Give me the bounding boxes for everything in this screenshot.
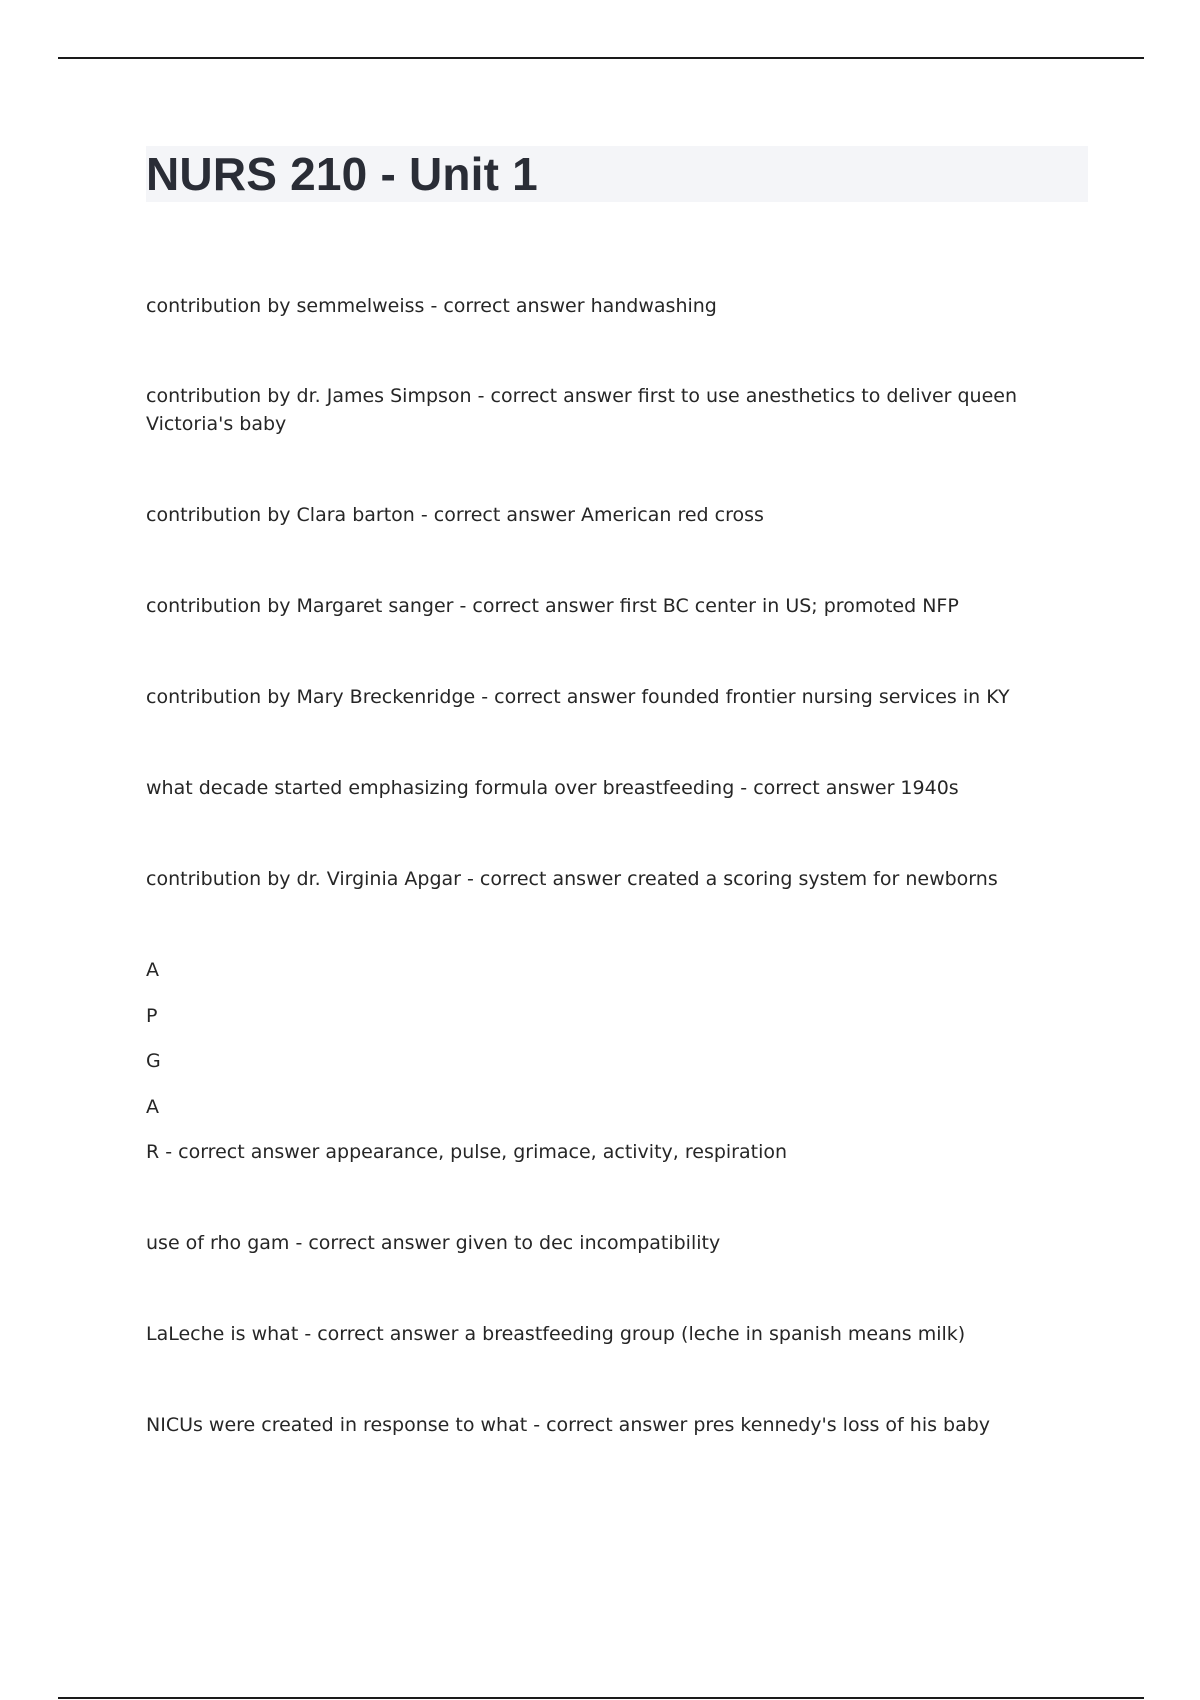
page-title: NURS 210 - Unit 1 — [146, 148, 538, 200]
bottom-rule — [58, 1697, 1144, 1699]
apgar-letter-a2: A — [146, 1096, 159, 1118]
qa-entry-breckenridge: contribution by Mary Breckenridge - correct answer founded frontier nursing services in KY — [146, 686, 1010, 708]
apgar-letter-g: G — [146, 1050, 161, 1072]
qa-entry-laleche: LaLeche is what - correct answer a breastfeeding group (leche in spanish means milk) — [146, 1323, 966, 1345]
qa-entry-semmelweiss: contribution by semmelweiss - correct answer handwashing — [146, 295, 717, 317]
qa-entry-simpson: contribution by dr. James Simpson - correct answer first to use anesthetics to deliver queen Victoria's baby — [146, 385, 1018, 435]
qa-entry-apgar: contribution by dr. Virginia Apgar - correct answer created a scoring system for newborns — [146, 868, 998, 890]
top-rule — [58, 57, 1144, 59]
apgar-letter-a: A — [146, 959, 159, 981]
qa-entry-nicu: NICUs were created in response to what - correct answer pres kennedy's loss of his baby — [146, 1414, 991, 1436]
apgar-letter-p: P — [146, 1005, 158, 1027]
qa-entry-barton: contribution by Clara barton - correct answer American red cross — [146, 504, 764, 526]
qa-entry-formula-decade: what decade started emphasizing formula over breastfeeding - correct answer 1940s — [146, 777, 959, 799]
qa-entry-apgar-acronym: R - correct answer appearance, pulse, grimace, activity, respiration — [146, 1141, 788, 1163]
qa-entry-sanger: contribution by Margaret sanger - correct answer first BC center in US; promoted NFP — [146, 595, 959, 617]
qa-entry-rhogam: use of rho gam - correct answer given to dec incompatibility — [146, 1232, 721, 1254]
